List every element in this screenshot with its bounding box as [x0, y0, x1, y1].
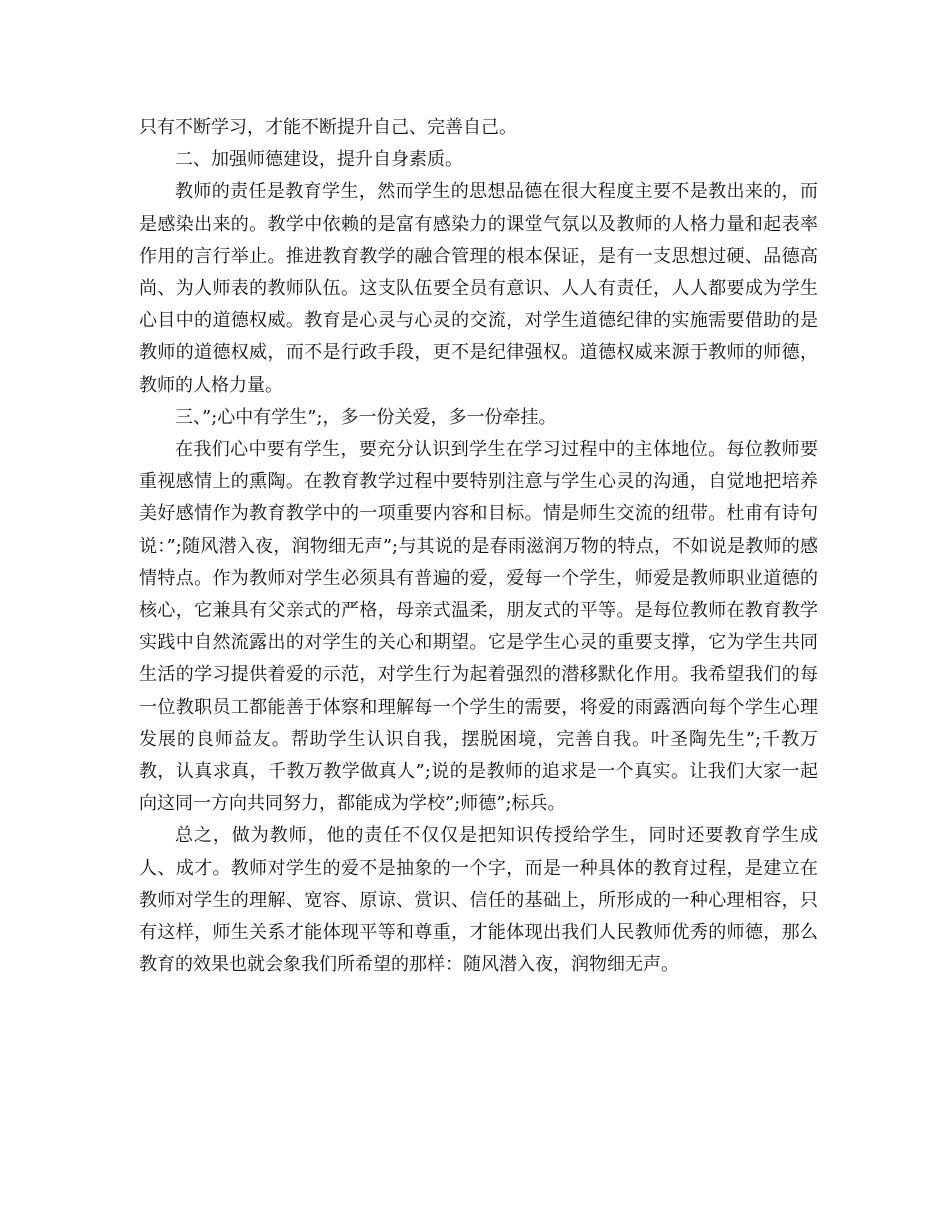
- paragraph-teacher-ethics: 教师的责任是教育学生，然而学生的思想品德在很大程度主要不是教出来的，而是感染出来的。教学中依赖的是富有感染力的课堂气氛以及教师的人格力量和起表率作用的言行举止。推进教育教学的融合管理的根本保证，是有一支思想过硬、品德高尚、为人师表的教师队伍。这支队伍要全员有意识、人人有责任，人人都要成为学生心目中的道德权威。教育是心灵与心灵的交流，对学生道德纪律的实施需要借助的是教师的道德权威，而不是行政手段，更不是纪律强权。道德权威来源于教师的师德，教师的人格力量。: [139, 181, 818, 396]
- paragraph-care-for-students: 在我们心中要有学生，要充分认识到学生在学习过程中的主体地位。每位教师要重视感情上的熏陶。在教育教学过程中要特别注意与学生心灵的沟通，自觉地把培养美好感情作为教育教学中的一项重要内容和目标。情是师生交流的纽带。杜甫有诗句说：”;随风潜入夜，润物细无声”;与其说的是春雨滋润万物的特点，不如说是教师的感情特点。作为教师对学生必须具有普遍的爱，爱每一个学生，师爱是教师职业道德的核心，它兼具有父亲式的严格，母亲式温柔，朋友式的平等。是每位教师在教育教学实践中自然流露出的对学生的关心和期望。它是学生心灵的重要支撑，它为学生共同生活的学习提供着爱的示范，对学生行为起着强烈的潜移默化作用。我希望我们的每一位教职员工都能善于体察和理解每一个学生的需要，将爱的雨露洒向每个学生心理发展的良师益友。帮助学生认识自我，摆脱困境，完善自我。叶圣陶先生”;千教万教，认真求真，千教万教学做真人”;说的是教师的追求是一个真实。让我们大家一起向这同一方向共同努力，都能成为学校”;师德”;标兵。: [139, 439, 818, 815]
- paragraph-continuation: 只有不断学习，才能不断提升自己、完善自己。: [139, 117, 517, 138]
- paragraph-conclusion: 总之，做为教师，他的责任不仅仅是把知识传授给学生，同时还要教育学生成人、成才。教师对学生的爱不是抽象的一个字，而是一种具体的教育过程，是建立在教师对学生的理解、宽容、原谅、赏识、信任的基础上，所形成的一种心理相容，只有这样，师生关系才能体现平等和尊重，才能体现出我们人民教师优秀的师德，那么教育的效果也就会象我们所希望的那样：随风潜入夜，润物细无声。: [139, 825, 818, 976]
- section-heading-2: 二、加强师德建设，提升自身素质。: [175, 149, 463, 171]
- section-heading-3: 三、”;心中有学生”;，多一份关爱，多一份牵挂。: [175, 406, 557, 428]
